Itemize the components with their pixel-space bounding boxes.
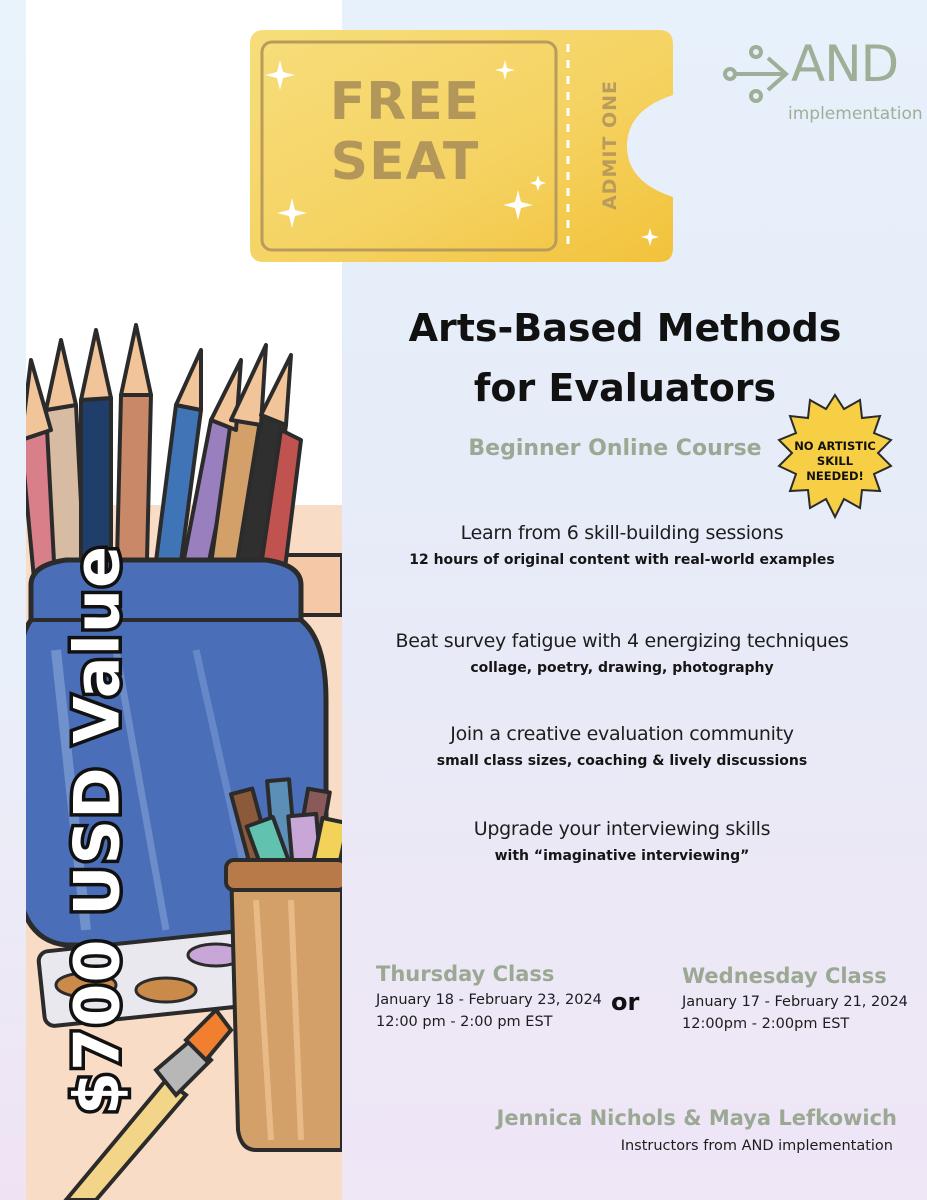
feature-heading: Join a creative evaluation community	[450, 723, 794, 745]
instructor-role: Instructors from AND implementation	[620, 1138, 893, 1154]
feature-heading: Learn from 6 skill-building sessions	[460, 522, 784, 544]
left-color-strip	[0, 0, 26, 1200]
badge-line3: NEEDED!	[806, 469, 864, 483]
class-time: 12:00 pm - 2:00 pm EST	[376, 1014, 553, 1030]
badge-line1: NO ARTISTIC	[794, 439, 876, 453]
ticket-line1: FREE	[329, 72, 481, 132]
feature-detail: small class sizes, coaching & lively discussions	[436, 753, 808, 769]
course-subtitle: Beginner Online Course	[468, 436, 762, 461]
class-title: Wednesday Class	[682, 964, 887, 988]
feature-detail: with “imaginative interviewing”	[494, 848, 750, 864]
feature-item	[372, 723, 872, 769]
feature-heading: Upgrade your interviewing skills	[473, 818, 771, 840]
thursday-class	[376, 962, 602, 1030]
logo-name: AND	[791, 35, 899, 93]
feature-item	[372, 630, 872, 676]
wednesday-class	[682, 964, 908, 1032]
class-dates: January 17 - February 21, 2024	[682, 994, 908, 1010]
class-title: Thursday Class	[376, 962, 555, 986]
feature-item	[372, 522, 872, 568]
feature-detail: 12 hours of original content with real-world examples	[409, 552, 835, 568]
value-banner-text: $700 USD Value	[60, 544, 134, 1116]
feature-item	[372, 818, 872, 864]
instructor-names: Jennica Nichols & Maya Lefkowich	[496, 1106, 897, 1130]
ticket-line2: SEAT	[330, 132, 480, 192]
badge-text	[790, 439, 880, 484]
class-dates: January 18 - February 23, 2024	[376, 992, 602, 1008]
class-time: 12:00pm - 2:00pm EST	[682, 1016, 850, 1032]
logo-tagline: implementation	[788, 104, 923, 124]
or-separator: or	[611, 988, 640, 1016]
ticket-headline	[285, 72, 525, 192]
feature-detail: collage, poetry, drawing, photography	[470, 660, 774, 676]
title-line2: for Evaluators	[473, 366, 777, 410]
badge-line2: SKILL	[816, 454, 854, 468]
ticket-stub-text: ADMIT ONE	[599, 79, 621, 211]
feature-heading: Beat survey fatigue with 4 energizing techniques	[395, 630, 849, 652]
title-line1: Arts-Based Methods	[408, 306, 842, 350]
